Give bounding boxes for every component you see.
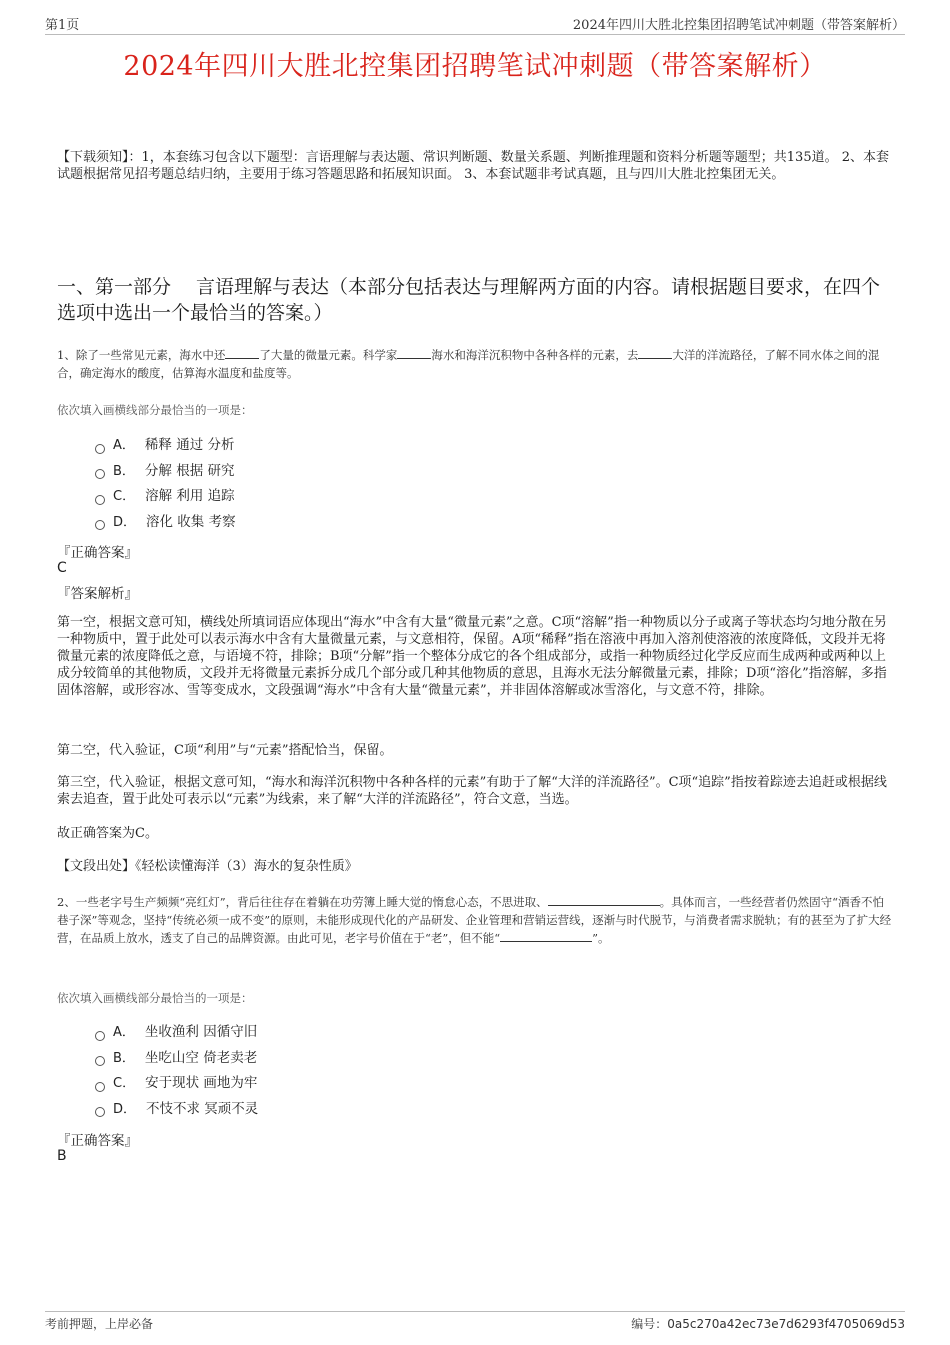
- option-a[interactable]: A． 稀释 通过 分析: [95, 433, 236, 459]
- footer-divider: [45, 1311, 905, 1312]
- question-2-stem: 2、一些老字号生产频频“亮红灯”，背后往往存在着躺在功劳簿上睡大觉的惰怠心态，不思进取、 。具体而言，一些经营者仍然固守“酒香不怕巷子深”等观念，坚持“传统必须一成不变”的原则，未能形成现代化的产品研发、企业管理和营销运营线，逐渐与时代脱节，与消费者需求脱轨；有的甚至为了扩大经营，在品质上放水，透支了自己的品牌资源。由此可见，老字号价值在于“老”，但不能“ ”。: [57, 895, 892, 945]
- question-1-hint: 依次填入画横线部分最恰当的一项是：: [57, 403, 253, 417]
- analysis-paragraph-1: 第一空，根据文意可知，横线处所填词语应体现出“海水”中含有大量“微量元素”之意。C项“溶解”指一种物质以分子或离子等状态均匀地分散在另一种物质中，置于此处可以表示海水中含有大量微量元素，与文意相符，保留。A项“稀释”指在溶液中再加入溶剂使溶液的浓度降低，文段并无将微量元素的浓度降低之意，与语境不符，排除；B项“分解”指一个整体分成它的各个组成部分，或指一种物质经过化学反应而生成两种或两种以上成分较简单的其他物质，文段并无将微量元素拆分成几个部分或几种其他物质的意思，且海水无法分解微量元素，排除；D项“溶化”指溶解，多指固体溶解，或形容冰、雪等变成水，文段强调“海水”中含有大量“微量元素”，并非固体溶解或冰雪溶化，与文意不符，排除。: [57, 615, 887, 698]
- radio-icon[interactable]: [95, 444, 105, 454]
- answer-value: B: [57, 1148, 67, 1164]
- radio-icon[interactable]: [95, 520, 105, 530]
- blank-2: [500, 930, 592, 942]
- analysis-conclusion: 故正确答案为C。: [57, 826, 158, 841]
- question-1-options: [95, 433, 236, 535]
- answer-value: C: [57, 560, 67, 576]
- page-number: 第1页: [45, 18, 80, 33]
- question-2-options: [95, 1020, 258, 1122]
- option-d[interactable]: D． 溶化 收集 考察: [95, 510, 236, 536]
- option-c[interactable]: C． 溶解 利用 追踪: [95, 484, 236, 510]
- download-notice: 【下载须知】：1，本套练习包含以下题型：言语理解与表达题、常识判断题、数量关系题、判断推理题和资料分析题等题型；共135道。 2、本套试题根据常见招考题总结归纳，主要用于练习答题思路和拓展知识面。 3、本套试题非考试真题，且与四川大胜北控集团无关。: [57, 150, 889, 182]
- radio-icon[interactable]: [95, 1031, 105, 1041]
- document-code: 编号：0a5c270a42ec73e7d6293f4705069d53: [631, 1317, 905, 1331]
- analysis-paragraph-2: 第二空，代入验证，C项“利用”与“元素”搭配恰当，保留。: [57, 743, 393, 758]
- radio-icon[interactable]: [95, 1082, 105, 1092]
- blank-1: [548, 894, 660, 906]
- option-c[interactable]: C． 安于现状 画地为牢: [95, 1071, 258, 1097]
- option-b[interactable]: B． 坐吃山空 倚老卖老: [95, 1046, 258, 1072]
- question-2-hint: 依次填入画横线部分最恰当的一项是：: [57, 991, 253, 1005]
- question-1-stem: 1、除了一些常见元素，海水中还 了大量的微量元素。科学家 海水和海洋沉积物中各种各样的元素，去 大洋的洋流路径，了解不同水体之间的混合，确定海水的酸度，估算海水温度和盐度等。: [57, 348, 880, 380]
- blank-1: [225, 347, 259, 359]
- blank-2: [397, 347, 431, 359]
- analysis-label: 『答案解析』: [57, 586, 138, 602]
- blank-3: [638, 347, 672, 359]
- document-title: 2024年四川大胜北控集团招聘笔试冲刺题（带答案解析）: [123, 51, 827, 82]
- answer-label: 『正确答案』: [57, 1133, 138, 1149]
- analysis-paragraph-3: 第三空，代入验证，根据文意可知，“海水和海洋沉积物中各种各样的元素”有助于了解“大洋的洋流路径”。C项“追踪”指按着踪迹去追赶或根据线索去追查，置于此处可表示以“元素”为线索，来了解“大洋的洋流路径”，符合文意，当选。: [57, 775, 887, 807]
- source-citation: 【文段出处】《轻松读懂海洋（3）海水的复杂性质》: [57, 859, 358, 874]
- footer-slogan: 考前押题，上岸必备: [45, 1317, 154, 1331]
- radio-icon[interactable]: [95, 469, 105, 479]
- radio-icon[interactable]: [95, 1107, 105, 1117]
- option-d[interactable]: D． 不忮不求 冥顽不灵: [95, 1097, 258, 1123]
- radio-icon[interactable]: [95, 495, 105, 505]
- header-divider: [45, 34, 905, 35]
- section-heading: 一、第一部分 言语理解与表达（本部分包括表达与理解两方面的内容。请根据题目要求，在四个选项中选出一个最恰当的答案。）: [57, 276, 881, 324]
- running-header-title: 2024年四川大胜北控集团招聘笔试冲刺题（带答案解析）: [572, 18, 905, 33]
- radio-icon[interactable]: [95, 1056, 105, 1066]
- option-b[interactable]: B． 分解 根据 研究: [95, 459, 236, 485]
- option-a[interactable]: A． 坐收渔利 因循守旧: [95, 1020, 258, 1046]
- answer-label: 『正确答案』: [57, 545, 138, 561]
